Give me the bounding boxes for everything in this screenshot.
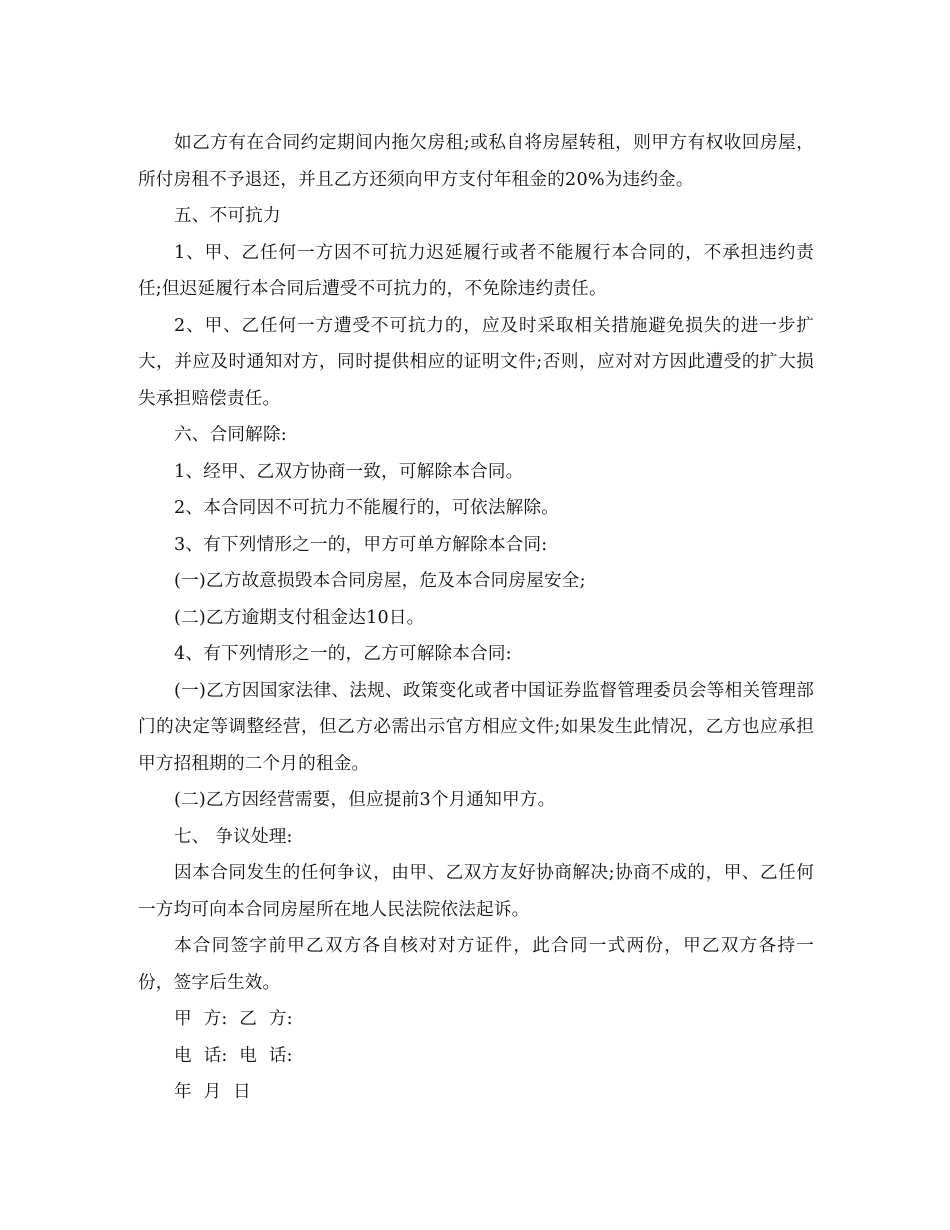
paragraph-termination-4-a: (一)乙方因国家法律、法规、政策变化或者中国证券监督管理委员会等相关管理部门的决定等调整经营，但乙方必需出示官方相应文件;如果发生此情况，乙方也应承担甲方招租期的二个月的租金。 bbox=[138, 680, 814, 774]
paragraph-effectiveness: 本合同签字前甲乙双方各自核对对方证件，此合同一式两份，甲乙双方各持一份，签字后生效。 bbox=[138, 936, 814, 993]
heading-termination: 六、合同解除: bbox=[174, 425, 287, 445]
paragraph-termination-3: 3、有下列情形之一的，甲方可单方解除本合同: bbox=[174, 534, 548, 555]
paragraph-termination-4: 4、有下列情形之一的，乙方可解除本合同: bbox=[174, 644, 512, 664]
paragraph-force-majeure-2: 2、甲、乙任何一方遭受不可抗力的，应及时采取相关措施避免损失的进一步扩大，并应及时通知对方，同时提供相应的证明文件;否则，应对对方因此遭受的扩大损失承担赔偿责任。 bbox=[138, 315, 814, 409]
paragraph-termination-1: 1、经甲、乙双方协商一致，可解除本合同。 bbox=[174, 461, 524, 482]
paragraph-breach-rent: 如乙方有在合同约定期间内拖欠房租;或私自将房屋转租，则甲方有权收回房屋，所付房租不予退还，并且乙方还须向甲方支付年租金的20%为违约金。 bbox=[138, 133, 814, 190]
heading-dispute: 七、 争议处理: bbox=[174, 826, 293, 847]
paragraph-termination-3-a: (一)乙方故意损毁本合同房屋，危及本合同房屋安全; bbox=[174, 571, 586, 591]
paragraph-termination-2: 2、本合同因不可抗力不能履行的，可依法解除。 bbox=[174, 498, 560, 518]
signature-date: 年 月 日 bbox=[174, 1082, 251, 1102]
paragraph-termination-3-b: (二)乙方逾期支付租金达10日。 bbox=[174, 607, 425, 628]
signature-phones: 电 话: 电 话: bbox=[174, 1045, 293, 1066]
paragraph-force-majeure-1: 1、甲、乙任何一方因不可抗力迟延履行或者不能履行本合同的，不承担违约责任;但迟延履行本合同后遭受不可抗力的，不免除违约责任。 bbox=[138, 242, 814, 299]
signature-parties: 甲 方: 乙 方: bbox=[174, 1009, 293, 1029]
document-body bbox=[138, 125, 814, 1111]
paragraph-dispute: 因本合同发生的任何争议，由甲、乙双方友好协商解决;协商不成的，甲、乙任何一方均可向本合同房屋所在地人民法院依法起诉。 bbox=[138, 863, 814, 920]
paragraph-termination-4-b: (二)乙方因经营需要，但应提前3个月通知甲方。 bbox=[174, 790, 556, 810]
heading-force-majeure: 五、不可抗力 bbox=[174, 206, 281, 226]
